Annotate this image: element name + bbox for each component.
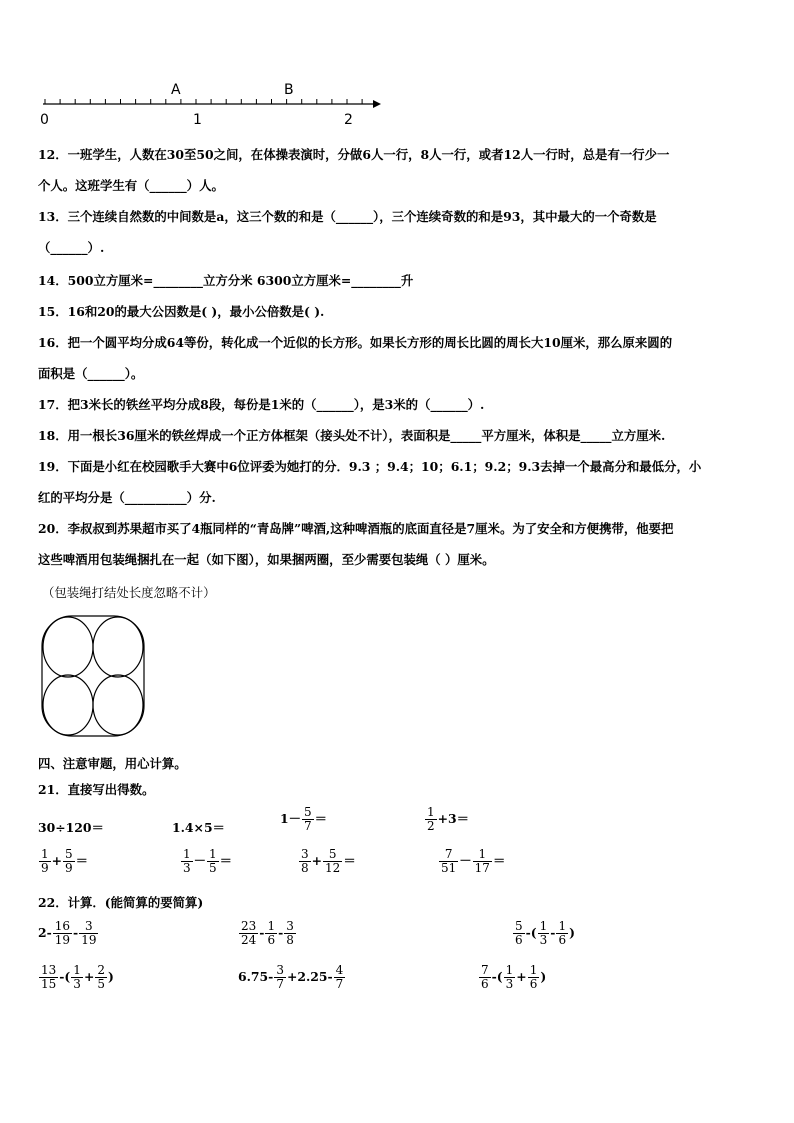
- fraction: $\frac{1}{6}$: [529, 963, 538, 991]
- fraction: $\frac{4}{7}$: [335, 963, 344, 991]
- q13-line1: 13．三个连续自然数的中间数是a，这三个数的和是（______），三个连续奇数的和是93，其中最大的一个奇数是: [38, 209, 657, 224]
- fraction: $\frac{1}{3}$: [539, 919, 548, 947]
- point-a-label: A: [171, 82, 181, 98]
- q21-expr-8: $\frac{7}{51}$ － $\frac{1}{17}$ ＝: [441, 847, 506, 875]
- number-line: [38, 82, 438, 132]
- q19-line1: 19．下面是小红在校园歌手大赛中6位评委为她打的分．9.3 ；9.4；10；6.1；9.2；9.3去掉一个最高分和最低分，小: [38, 459, 702, 474]
- q14-text: 14．500立方厘米=________立方分米 6300立方厘米=________升: [38, 273, 414, 288]
- q21-expr-2: 1.4×5＝: [172, 820, 225, 835]
- q13-line2: （______）.: [38, 240, 105, 255]
- q21-expr-6: $\frac{1}{3}$ － $\frac{1}{5}$ ＝: [183, 847, 233, 875]
- fraction: $\frac{1}{6}$: [267, 919, 276, 947]
- q22-expr-2: $\frac{23}{24}$ - $\frac{1}{6}$ - $\frac{3}{8}$: [241, 919, 294, 947]
- tick-label-0: 0: [40, 112, 49, 128]
- q18-text: 18．用一根长36厘米的铁丝焊成一个正方体框架（接头处不计），表面积是_____平方厘米，体积是_____立方厘米.: [38, 428, 666, 443]
- q22-expr-6: $\frac{7}{6}$ -( $\frac{1}{3}$ + $\frac{1}{6}$ ): [481, 963, 547, 991]
- fraction: $\frac{13}{15}$: [41, 963, 57, 991]
- fraction: $\frac{2}{5}$: [97, 963, 105, 991]
- q22-title: 22．计算．(能简算的要简算): [38, 895, 204, 910]
- q22-expr-5: 6.75- $\frac{3}{7}$ +2.25- $\frac{4}{7}$: [238, 963, 344, 991]
- q22-expr-4: $\frac{13}{15}$ -( $\frac{1}{3}$ + $\frac{2}{5}$ ): [41, 963, 114, 991]
- tick-label-2: 2: [344, 112, 353, 128]
- fraction: $\frac{5}{12}$: [325, 847, 341, 875]
- q17-text: 17．把3米长的铁丝平均分成8段，每份是1米的（______），是3米的（______）.: [38, 397, 485, 412]
- fraction: $\frac{1}{9}$: [41, 847, 49, 875]
- fraction: $\frac{5}{6}$: [515, 919, 523, 947]
- fraction: $\frac{1}{5}$: [209, 847, 217, 875]
- q21-expr-3: 1－ $\frac{5}{7}$ ＝: [280, 805, 328, 833]
- fraction: $\frac{16}{19}$: [54, 919, 71, 947]
- q12-line2: 个人。这班学生有（______）人。: [38, 178, 224, 193]
- fraction: $\frac{5}{9}$: [65, 847, 73, 875]
- fraction: $\frac{1}{3}$: [505, 963, 514, 991]
- fraction: $\frac{1}{2}$: [427, 805, 435, 833]
- q21-expr-7: $\frac{3}{8}$ + $\frac{5}{12}$ ＝: [301, 847, 356, 875]
- fraction: $\frac{5}{7}$: [304, 805, 312, 833]
- fraction: $\frac{7}{6}$: [481, 963, 489, 991]
- point-b-label: B: [284, 82, 294, 98]
- fraction: $\frac{23}{24}$: [241, 919, 257, 947]
- q16-line2: 面积是（______）。: [38, 366, 144, 381]
- q15-text: 15．16和20的最大公因数是( )，最小公倍数是( ).: [38, 304, 325, 319]
- q20-line1: 20．李叔叔到苏果超市买了4瓶同样的“青岛牌”啤酒,这种啤酒瓶的底面直径是7厘米。为了安全和方便携带，他要把: [38, 521, 674, 536]
- q19-line2: 红的平均分是（__________）分.: [38, 490, 216, 505]
- fraction: $\frac{7}{51}$: [441, 847, 457, 875]
- q22-expr-3: $\frac{5}{6}$ -( $\frac{1}{3}$ - $\frac{1}{6}$ ): [515, 919, 575, 947]
- fraction: $\frac{3}{8}$: [301, 847, 309, 875]
- q21-title: 21．直接写出得数。: [38, 782, 155, 797]
- q16-line1: 16．把一个圆平均分成64等份，转化成一个近似的长方形。如果长方形的周长比圆的周长大10厘米，那么原来圆的: [38, 335, 673, 350]
- q21-expr-4: $\frac{1}{2}$ +3＝: [427, 805, 470, 833]
- fraction: $\frac{1}{3}$: [183, 847, 191, 875]
- fraction: $\frac{3}{19}$: [81, 919, 97, 947]
- q21-expr-1: 30÷120＝: [38, 820, 104, 835]
- fraction: $\frac{3}{8}$: [286, 919, 294, 947]
- q20-note: （包装绳打结处长度忽略不计）: [42, 585, 216, 600]
- q20-line2: 这些啤酒用包装绳捆扎在一起（如下图），如果捆两圈，至少需要包装绳（ ）厘米。: [38, 552, 495, 567]
- q12-line1: 12．一班学生，人数在30至50之间，在体操表演时，分做6人一行，8人一行，或者12人一行时，总是有一行少一: [38, 147, 670, 162]
- fraction: $\frac{1}{3}$: [73, 963, 81, 991]
- q21-expr-5: $\frac{1}{9}$ + $\frac{5}{9}$ ＝: [41, 847, 89, 875]
- bottles-figure: [38, 614, 148, 738]
- q22-expr-1: 2- $\frac{16}{19}$ - $\frac{3}{19}$: [38, 919, 97, 947]
- fraction: $\frac{3}{7}$: [276, 963, 284, 991]
- fraction: $\frac{1}{17}$: [474, 847, 490, 875]
- tick-label-1: 1: [193, 112, 202, 128]
- section-4-title: 四、注意审题，用心计算。: [38, 756, 187, 771]
- fraction: $\frac{1}{6}$: [558, 919, 567, 947]
